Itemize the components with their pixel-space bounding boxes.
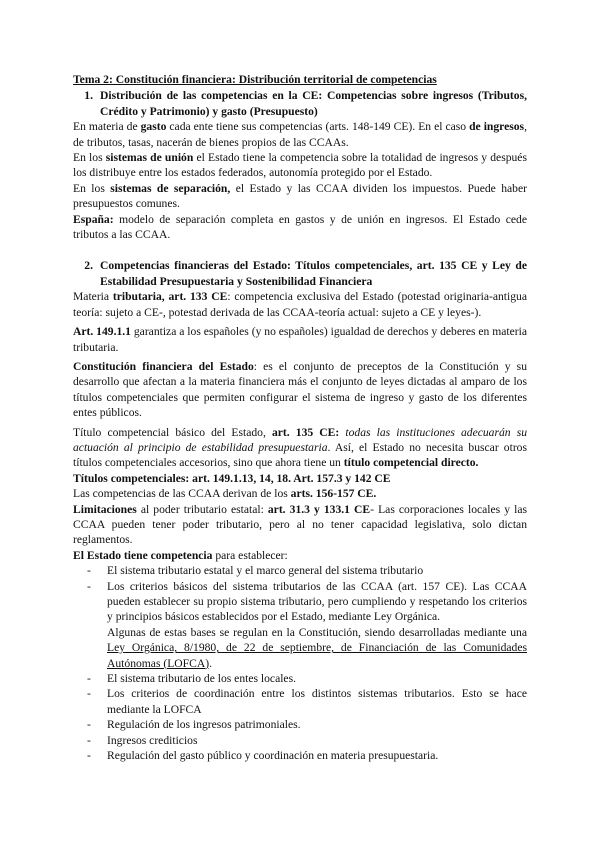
document-title: Tema 2: Constitución financiera: Distribución territorial de competencias [73, 73, 437, 86]
list-item: - El sistema tributario de los entes locales. [87, 672, 296, 686]
section-1-number: 1. [84, 89, 93, 103]
paragraph-competencias-ccaa: Las competencias de las CCAA derivan de los arts. 156-157 CE. [73, 487, 377, 501]
paragraph-espana: España: modelo de separación completa en gastos y de unión en ingresos. El Estado cede tributos a las CCAA. [73, 212, 527, 242]
paragraph-art-149: Art. 149.1.1 garantiza a los españoles (y no españoles) igualdad de derechos y deberes en materia tributaria. [73, 325, 527, 354]
paragraph-estado-competencia: El Estado tiene competencia para establecer: [73, 548, 288, 562]
paragraph-sistemas-union: En los sistemas de unión el Estado tiene la competencia sobre la totalidad de ingresos y después los distribuye entre los estados federados, autonomía protegido por el Estado. [73, 151, 527, 180]
paragraph-gasto: En materia de gasto cada ente tiene sus competencias (arts. 148-149 CE). En el caso de ingresos, de tributos, tasas, nacerán de bienes propios de las CCAAs. [73, 120, 527, 149]
paragraph-titulo-competencial: Título competencial básico del Estado, art. 135 CE: todas las instituciones adecuarán su actuación al principio de estabilidad presupuestaria. Así, el Estado no necesita buscar otros títulos competenciales accesorios, sino que ahora tiene un título competencial directo. [73, 425, 528, 470]
list-item: - Los criterios básicos del sistema tributarios de las CCAA (art. 157 CE). Las CCAA pueden establecer su propio sistema tributario, pero cumpliendo y respetando los criterios y principios básicos establecidos por el Estado, mediante Ley Orgánica. Algunas de estas bases se regulan en la Constitución, siendo desarrolladas mediante una Ley Orgánica, 8/1980, de 22 de septiembre, de Financiación de las Comunidades Autónomas (LOFCA). [87, 579, 527, 670]
section-2-heading [73, 258, 527, 289]
list-item: - Ingresos crediticios [87, 733, 198, 747]
paragraph-limitaciones: Limitaciones al poder tributario estatal: art. 31.3 y 133.1 CE- Las corporaciones locales y las CCAA pueden tener poder tributario, pero al no tener capacidad legislativa, solo dictan reglamentos. [73, 502, 528, 547]
document-page [73, 72, 527, 763]
section-1-title: Distribución de las competencias en la CE: Competencias sobre ingresos (Tributos, Crédito y Patrimonio) y gasto (Presupuesto) [100, 89, 527, 118]
paragraph-sistemas-separacion: En los sistemas de separación, el Estado y las CCAA dividen los impuestos. Puede haber presupuestos comunes. [73, 181, 527, 211]
section-2-number: 2. [84, 259, 93, 273]
list-item: - Regulación del gasto público y coordinación en materia presupuestaria. [87, 749, 439, 763]
section-1-heading [73, 88, 527, 119]
list-item: - Regulación de los ingresos patrimoniales. [87, 718, 301, 732]
paragraph-constitucion-financiera: Constitución financiera del Estado: es el conjunto de preceptos de la Constitución y su desarrollo que afectan a la materia financiera más el conjunto de leyes dictadas al amparo de los títulos competenciales que permiten configurar el sistema de ingreso y gasto de los diferentes entes públicos. [73, 359, 527, 420]
list-item: - El sistema tributario estatal y el marco general del sistema tributario [87, 564, 424, 578]
list-item: - Los criterios de coordinación entre los distintos sistemas tributarios. Esto se hace mediante la LOFCA [87, 687, 527, 716]
competencias-list [73, 563, 527, 763]
section-2-title: Competencias financieras del Estado: Títulos competenciales, art. 135 CE y Ley de Estabilidad Presupuestaria y Sostenibilidad Financiera [100, 259, 527, 288]
list-item-extra: Algunas de estas bases se regulan en la Constitución, siendo desarrolladas mediante una Ley Orgánica, 8/1980, de 22 de septiembre, de Financiación de las Comunidades Autónomas (LOFCA). [107, 625, 527, 670]
paragraph-materia-tributaria: Materia tributaria, art. 133 CE: competencia exclusiva del Estado (potestad originaria-antigua teoría: sujeto a CE-, potestad derivada de las CCAA-teoría actual: sujeto a CE y leyes-). [73, 290, 527, 319]
paragraph-titulos-competenciales: Títulos competenciales: art. 149.1.13, 14, 18. Art. 157.3 y 142 CE [73, 471, 391, 485]
